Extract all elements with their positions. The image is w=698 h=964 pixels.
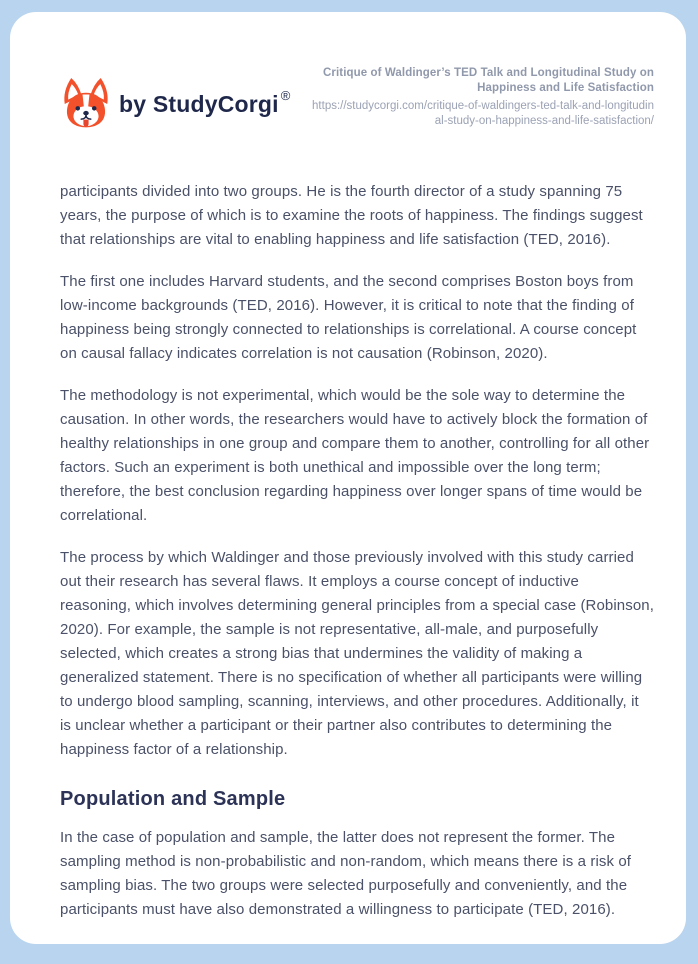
section-heading: Population and Sample [60, 788, 286, 810]
paragraph: In the case of population and sample, the latter does not represent the former. The sampling method is non-probabilistic and non-random, which means there is a risk of sampling bias. The two groups were selected purposefully and conveniently, and the participants must have also demonstrated a willingness to participate (TED, 2016). [60, 829, 632, 918]
document-card [10, 12, 686, 944]
paragraph: The methodology is not experimental, which would be the sole way to determine the causation. In other words, the researchers would have to actively block the formation of healthy relationships in one group and compare them to another, controlling for all other factors. Such an experiment is both unethical and impossible over the long term; therefore, the best conclusion regarding happiness over longer spans of time would be correlational. [60, 387, 650, 524]
document-meta [309, 66, 654, 129]
brand-name: by StudyCorgi ® [119, 87, 291, 117]
paragraph: The process by which Waldinger and those previously involved with this study carried out their research has several flaws. It employs a course concept of inductive reasoning, which involves determining general principles from a special case (Robinson, 2020). For example, the sample is not representative, all-male, and purposefully selected, which creates a strong bias that undermines the validity of making a generalized statement. There is no specification of whether all participants were willing to undergo blood sampling, scanning, interviews, and other procedures. Additionally, it is unclear whether a participant or their partner also contributes to determining the happiness factor of a relationship. [60, 549, 654, 758]
paragraph: The first one includes Harvard students, and the second comprises Boston boys from low-income backgrounds (TED, 2016). However, it is critical to note that the finding of happiness being strongly connected to relationships is correlational. A course concept on causal fallacy indicates correlation is not causation (Robinson, 2020). [60, 273, 637, 362]
document-title: Critique of Waldinger’s TED Talk and Longitudinal Study on Happiness and Life Satisfaction [323, 67, 654, 94]
registered-trademark: ® [280, 87, 291, 103]
corgi-head-icon [60, 76, 112, 132]
document-url[interactable]: https://studycorgi.com/critique-of-waldingers-ted-talk-and-longitudinal-study-on-happiness-and-life-satisfaction/ [312, 100, 654, 127]
document-header [60, 66, 654, 132]
document-body [60, 180, 654, 922]
studycorgi-brand [60, 76, 289, 132]
paragraph: participants divided into two groups. He is the fourth director of a study spanning 75 years, the purpose of which is to examine the roots of happiness. The findings suggest that relationships are vital to enabling happiness and life satisfaction (TED, 2016). [60, 183, 643, 248]
